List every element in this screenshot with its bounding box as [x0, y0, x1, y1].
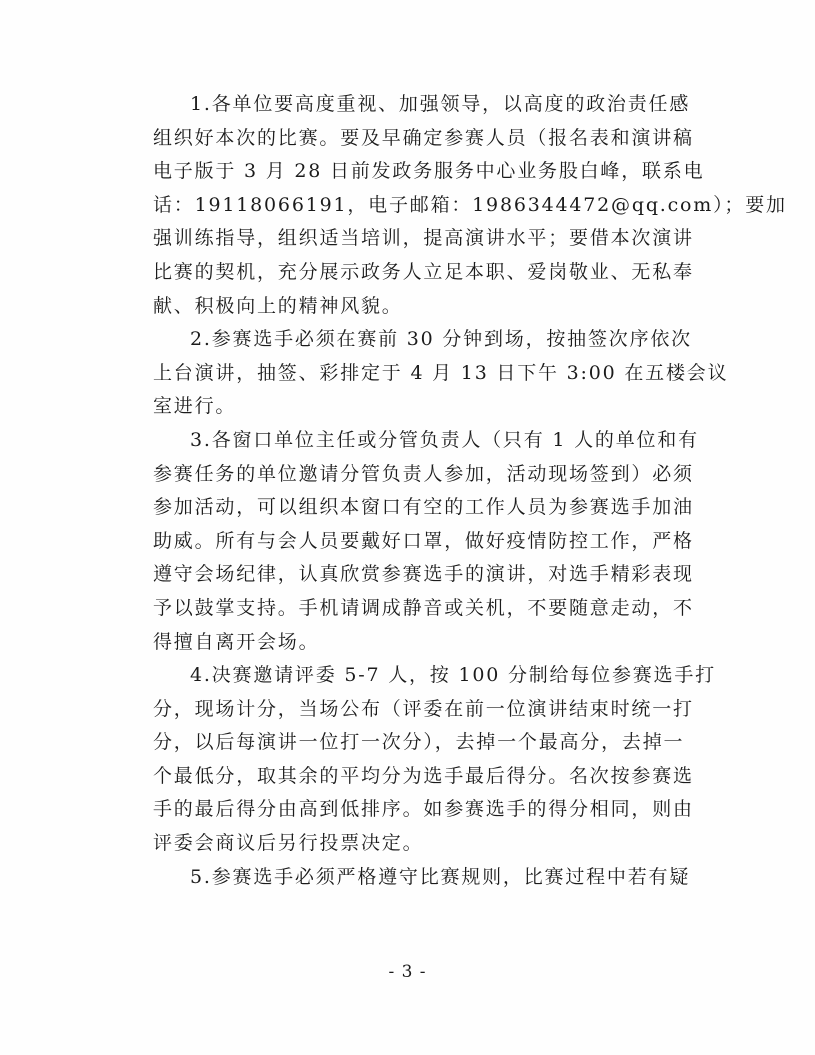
paragraph-line: 分，以后每演讲一位打一次分），去掉一个最高分，去掉一: [153, 731, 685, 754]
paragraph-line: 比赛的契机，充分展示政务人立足本职、爱岗敬业、无私奉: [153, 260, 694, 283]
paragraph-line: 1.各单位要高度重视、加强领导，以高度的政治责任感: [190, 93, 691, 115]
document-body: [153, 88, 787, 894]
paragraph-line: 3.各窗口单位主任或分管负责人（只有 1 人的单位和有: [190, 428, 699, 451]
paragraph-line: 予以鼓掌支持。手机请调成静音或关机，不要随意走动，不: [153, 596, 694, 619]
paragraph-4: [153, 659, 716, 861]
paragraph-line: 参加活动，可以组织本窗口有空的工作人员为参赛选手加油: [153, 496, 694, 519]
paragraph-line: 分，现场计分，当场公布（评委在前一位演讲结束时统一打: [153, 697, 694, 720]
paragraph-5: [153, 861, 689, 895]
paragraph-line: 5.参赛选手必须严格遵守比赛规则，比赛过程中若有疑: [190, 865, 691, 888]
paragraph-line: 遵守会场纪律，认真欣赏参赛选手的演讲，对选手精彩表现: [153, 563, 694, 586]
paragraph-line: 个最低分，取其余的平均分为选手最后得分。名次按参赛选: [153, 764, 694, 787]
page-number: - 3 -: [388, 962, 427, 982]
paragraph-line: 献、积极向上的精神风貌。: [153, 294, 403, 317]
paragraph-1: [153, 88, 787, 323]
paragraph-line: 助威。所有与会人员要戴好口罩，做好疫情防控工作，严格: [153, 529, 694, 552]
paragraph-2: [153, 323, 729, 424]
paragraph-line: 强训练指导，组织适当培训，提高演讲水平；要借本次演讲: [153, 227, 694, 250]
paragraph-line: 上台演讲，抽签、彩排定于 4 月 13 日下午 3:00 在五楼会议: [153, 361, 729, 384]
paragraph-line: 室进行。: [153, 395, 237, 418]
paragraph-line: 电子版于 3 月 28 日前发政务服务中心业务股白峰，联系电: [153, 160, 705, 183]
paragraph-line: 得擅自离开会场。: [153, 630, 320, 653]
paragraph-line: 4.决赛邀请评委 5-7 人，按 100 分制给每位参赛选手打: [190, 664, 716, 687]
paragraph-3: [153, 424, 699, 659]
paragraph-line: 参赛任务的单位邀请分管负责人参加，活动现场签到）必须: [153, 462, 694, 485]
paragraph-line: 话：19118066191，电子邮箱：1986344472@qq.com）；要加: [153, 193, 787, 216]
paragraph-line: 评委会商议后另行投票决定。: [153, 832, 424, 855]
paragraph-line: 2.参赛选手必须在赛前 30 分钟到场，按抽签次序依次: [190, 328, 692, 351]
paragraph-line: 手的最后得分由高到低排序。如参赛选手的得分相同，则由: [153, 798, 694, 821]
paragraph-line: 组织好本次的比赛。要及早确定参赛人员（报名表和演讲稿: [153, 126, 694, 149]
